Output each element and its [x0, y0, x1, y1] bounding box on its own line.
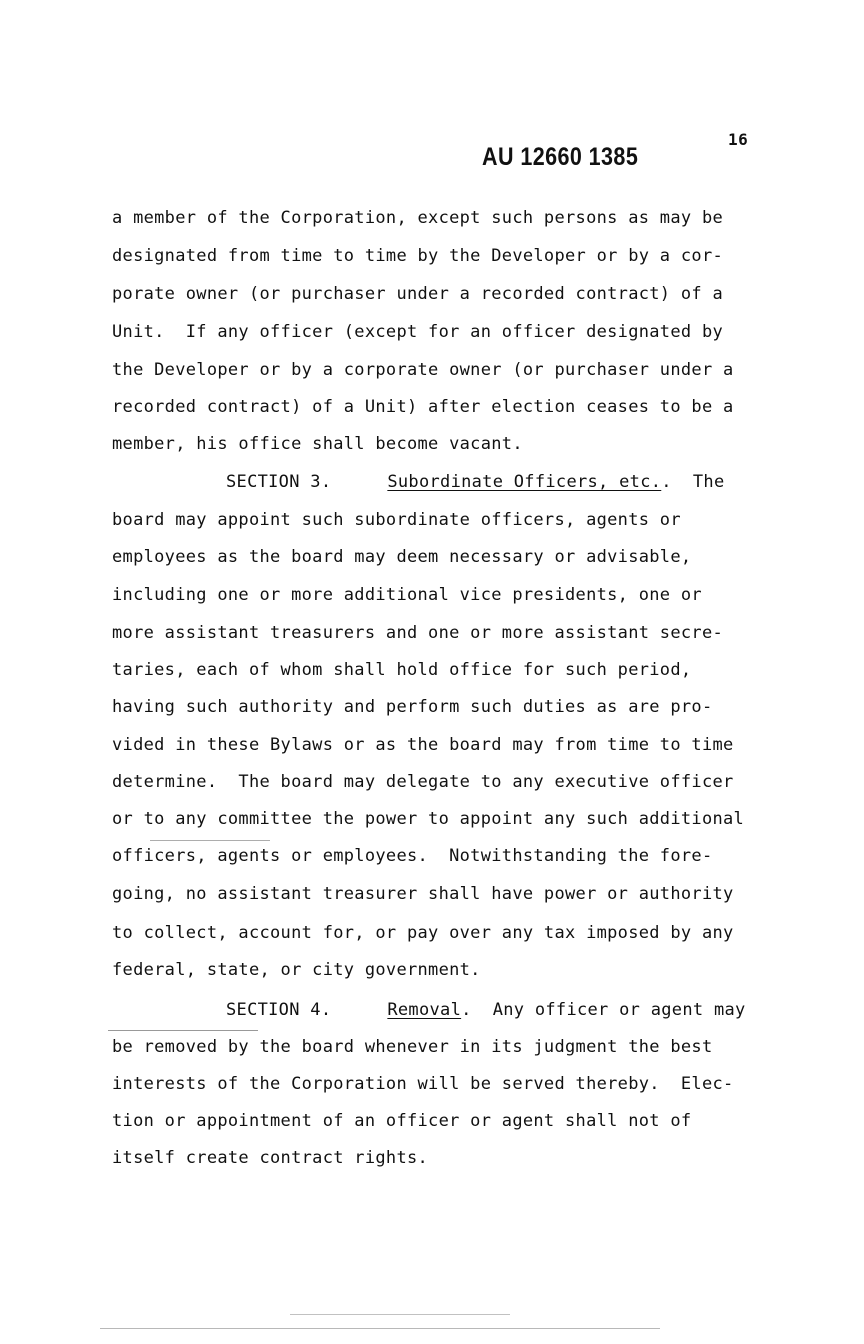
- text-line: taries, each of whom shall hold office for such period,: [112, 660, 692, 680]
- text-line: having such authority and perform such duties as are pro-: [112, 697, 713, 717]
- text-line: recorded contract) of a Unit) after election ceases to be a: [112, 397, 734, 417]
- text-line: a member of the Corporation, except such persons as may be: [112, 208, 724, 228]
- section-4-title: Removal: [387, 1000, 462, 1020]
- section-4-heading: [226, 1002, 746, 1019]
- text-line: vided in these Bylaws or as the board may from time to time: [112, 735, 734, 755]
- text-line: interests of the Corporation will be served thereby. Elec-: [112, 1074, 734, 1094]
- text-line: more assistant treasurers and one or more assistant secre-: [112, 623, 724, 643]
- section-3-lead: . The: [661, 472, 725, 492]
- text-line: itself create contract rights.: [112, 1148, 429, 1168]
- text-line: federal, state, or city government.: [112, 960, 481, 980]
- text-line: Unit. If any officer (except for an officer designated by: [112, 322, 724, 342]
- text-line: porate owner (or purchaser under a recorded contract) of a: [112, 284, 724, 304]
- scan-artifact: [108, 1030, 258, 1031]
- text-line: member, his office shall become vacant.: [112, 434, 523, 454]
- text-line: tion or appointment of an officer or agent shall not of: [112, 1111, 692, 1131]
- text-line: designated from time to time by the Developer or by a cor-: [112, 246, 724, 266]
- section-3-number: SECTION 3.: [226, 472, 332, 492]
- text-line: going, no assistant treasurer shall have power or authority: [112, 884, 734, 904]
- section-4-number: SECTION 4.: [226, 1000, 332, 1020]
- section-4-lead: . Any officer or agent may: [461, 1000, 746, 1020]
- scan-artifact: [150, 840, 270, 841]
- text-line: determine. The board may delegate to any executive officer: [112, 772, 734, 792]
- recording-stamp: AU 12660 1385: [482, 143, 639, 171]
- text-line: to collect, account for, or pay over any tax imposed by any: [112, 923, 734, 943]
- scan-artifact: [100, 1328, 660, 1329]
- section-3-title: Subordinate Officers, etc.: [387, 472, 662, 492]
- text-line: or to any committee the power to appoint any such additional: [112, 809, 745, 829]
- scan-artifact: [290, 1314, 510, 1315]
- text-line: board may appoint such subordinate officers, agents or: [112, 510, 681, 530]
- text-line: the Developer or by a corporate owner (or purchaser under a: [112, 360, 734, 380]
- page-number: 16: [728, 130, 749, 149]
- text-line: employees as the board may deem necessary or advisable,: [112, 547, 692, 567]
- text-line: be removed by the board whenever in its judgment the best: [112, 1037, 713, 1057]
- text-line: officers, agents or employees. Notwithstanding the fore-: [112, 846, 713, 866]
- text-line: including one or more additional vice presidents, one or: [112, 585, 702, 605]
- section-3-heading: [226, 474, 724, 491]
